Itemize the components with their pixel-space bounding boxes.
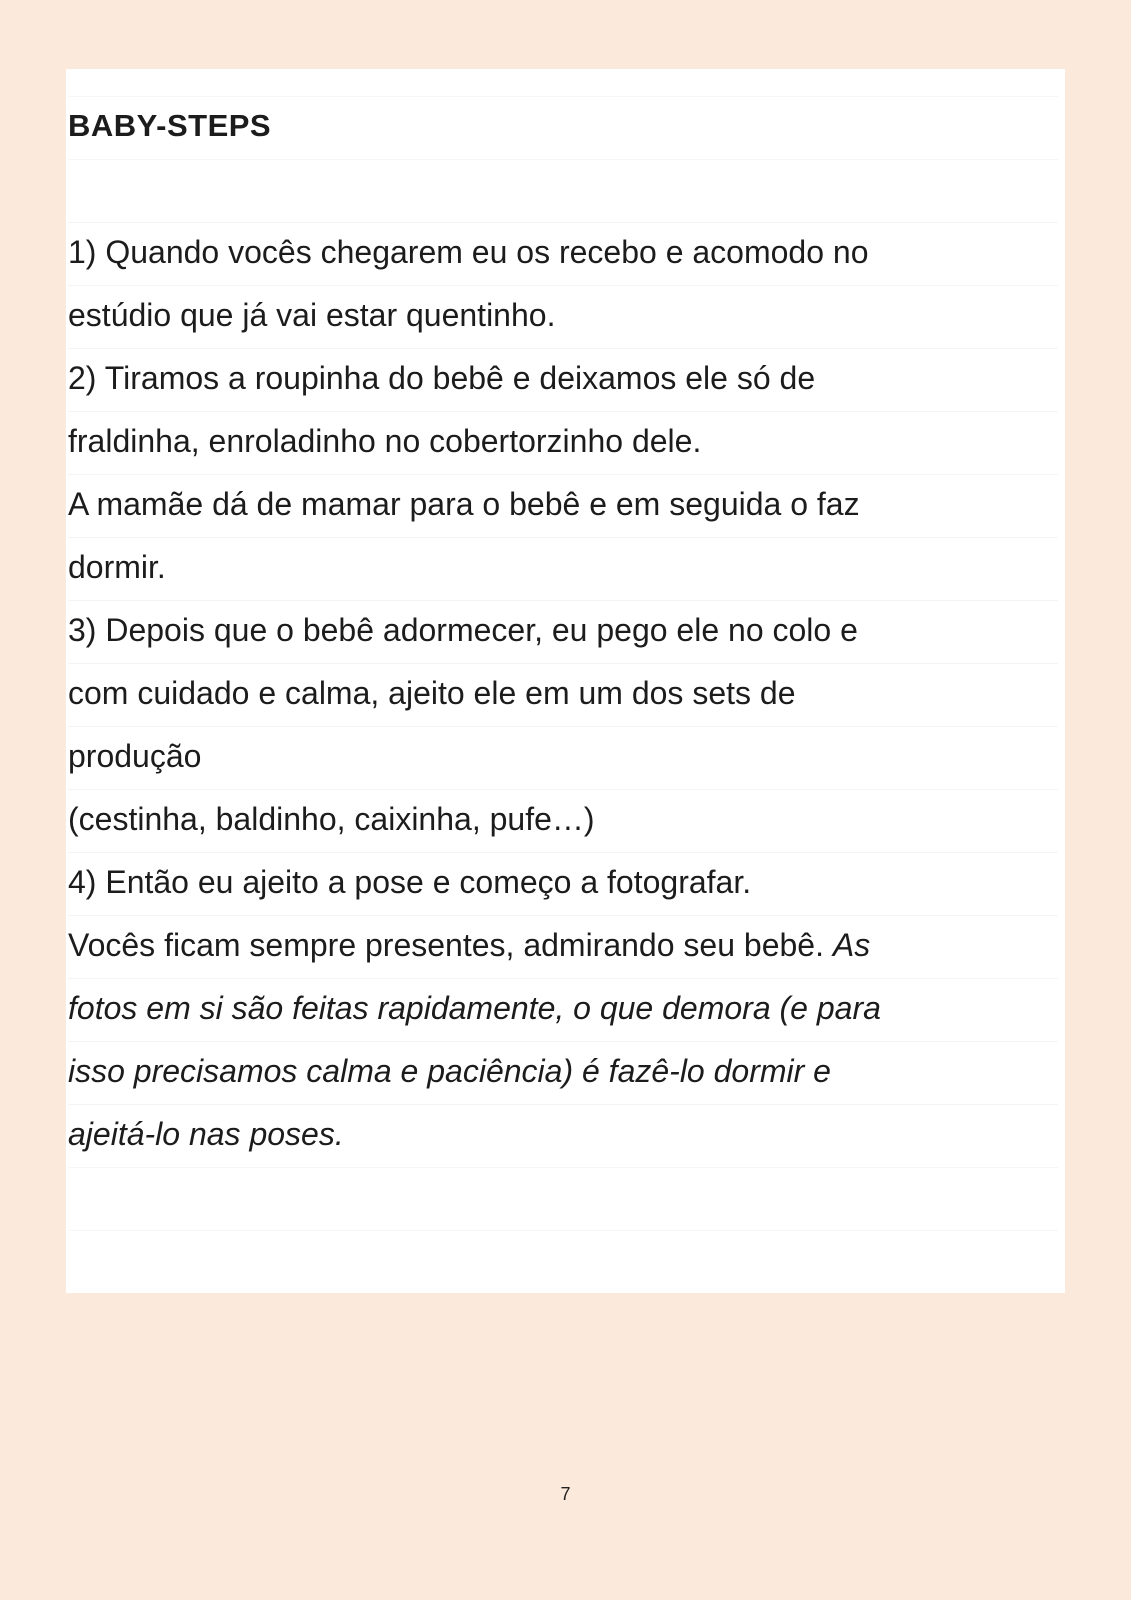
text-line: A mamãe dá de mamar para o bebê e em seguida o faz bbox=[68, 474, 1058, 537]
text-line-mixed bbox=[68, 915, 1058, 978]
text-line: (cestinha, baldinho, caixinha, pufe…) bbox=[68, 789, 1058, 852]
text-line: 3) Depois que o bebê adormecer, eu pego ele no colo e bbox=[68, 600, 1058, 663]
text-line-italic: ajeitá-lo nas poses. bbox=[68, 1104, 1058, 1167]
page-title: BABY-STEPS bbox=[68, 96, 1058, 159]
text-italic-part: As bbox=[832, 927, 871, 963]
text-line: com cuidado e calma, ajeito ele em um dos sets de bbox=[68, 663, 1058, 726]
text-line: dormir. bbox=[68, 537, 1058, 600]
text-line: estúdio que já vai estar quentinho. bbox=[68, 285, 1058, 348]
text-line: fraldinha, enroladinho no cobertorzinho dele. bbox=[68, 411, 1058, 474]
blank-line bbox=[68, 1167, 1058, 1230]
page-number: 7 bbox=[560, 1484, 571, 1504]
text-line-italic: isso precisamos calma e paciência) é fazê-lo dormir e bbox=[68, 1041, 1058, 1104]
text-line: 2) Tiramos a roupinha do bebê e deixamos ele só de bbox=[68, 348, 1058, 411]
content-box bbox=[66, 69, 1065, 1293]
text-line: 4) Então eu ajeito a pose e começo a fotografar. bbox=[68, 852, 1058, 915]
blank-line bbox=[68, 1230, 1058, 1293]
text-line: produção bbox=[68, 726, 1058, 789]
text-regular-part: Vocês ficam sempre presentes, admirando seu bebê. bbox=[68, 927, 833, 963]
text-line-italic: fotos em si são feitas rapidamente, o que demora (e para bbox=[68, 978, 1058, 1041]
text-line: 1) Quando vocês chegarem eu os recebo e acomodo no bbox=[68, 222, 1058, 285]
blank-line bbox=[68, 159, 1058, 222]
